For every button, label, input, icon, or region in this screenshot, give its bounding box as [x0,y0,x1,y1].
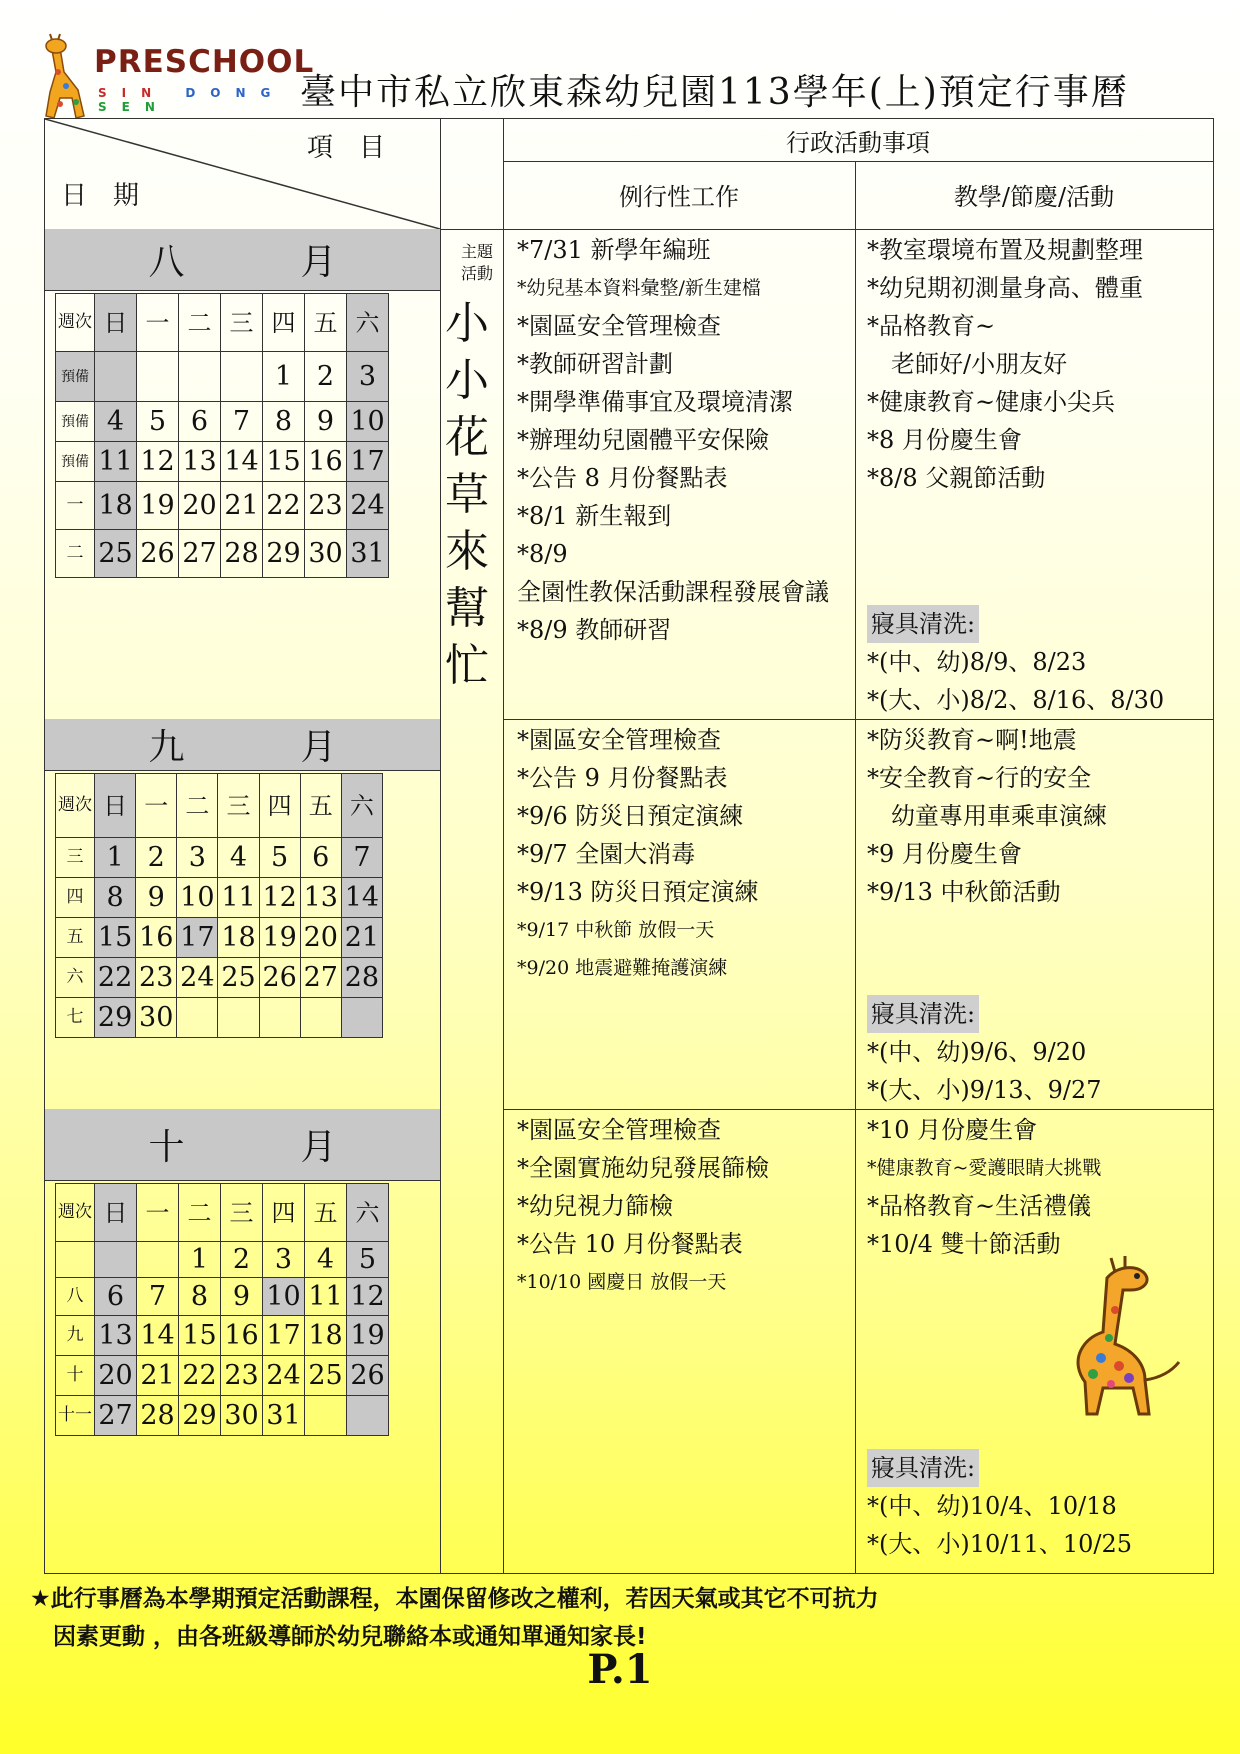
calendar-day: 23 [305,482,347,530]
calendar-day [95,1242,137,1278]
calendar-day: 16 [305,442,347,482]
calendar-day: 28 [341,958,382,998]
calendar-week-row [56,1316,389,1356]
week-number: 預備 [56,352,95,402]
calendar-day: 3 [347,352,389,402]
calendar-day: 25 [218,958,259,998]
week-number [56,1242,95,1278]
calendar-day: 21 [341,918,382,958]
aug-sep-line-right [503,719,1213,720]
routine-item: *8/9 教師研習 [517,616,672,644]
calendar-week-row [56,402,389,442]
calendar-day: 30 [136,998,177,1038]
calendar-day: 2 [136,838,177,878]
divider-theme [440,119,441,1573]
routine-item: *教師研習計劃 [517,350,673,378]
teaching-item: *9/13 中秋節活動 [867,878,1061,906]
weekday-header: 一 [137,294,179,352]
teaching-item: *品格教育~生活禮儀 [867,1192,1092,1220]
note-line-2: 因素更動 ，由各班級導師於幼兒聯絡本或通知單通知家長! [30,1624,647,1650]
calendar-day [347,1396,389,1436]
month-sep-title: 九 月 [45,719,440,771]
weekday-header: 二 [179,294,221,352]
weekday-header: 一 [137,1184,179,1242]
calendar-week-row [56,442,389,482]
header-routine: 例行性工作 [619,183,739,211]
teaching-item: *健康教育~健康小尖兵 [867,388,1116,416]
routine-item: *9/20 地震避難掩護演練 [517,957,728,979]
calendar-day: 17 [347,442,389,482]
routine-item: *9/13 防災日預定演練 [517,878,759,906]
calendar-day: 18 [305,1316,347,1356]
weekday-header: 六 [341,774,382,838]
teaching-item: *健康教育~愛護眼睛大挑戰 [867,1157,1102,1179]
weekday-header: 二 [179,1184,221,1242]
calendar-day [137,352,179,402]
calendar-day: 22 [263,482,305,530]
calendar-day: 17 [263,1316,305,1356]
calendar-day [95,352,137,402]
calendar-day: 14 [221,442,263,482]
calendar-day: 22 [179,1356,221,1396]
calendar-day: 23 [136,958,177,998]
week-number: 三 [56,838,95,878]
routine-item: *辦理幼兒園體平安保險 [517,426,769,454]
calendar-day: 10 [263,1278,305,1316]
routine-item: *9/7 全園大消毒 [517,840,696,868]
calendar-day: 29 [95,998,136,1038]
calendar-day: 11 [218,878,259,918]
routine-item: *9/17 中秋節 放假一天 [517,919,715,941]
oct-routine-list [517,1111,769,1301]
calendar-day: 23 [221,1356,263,1396]
calendar-day [221,352,263,402]
theme-name: 小小花草來幫忙 [445,298,489,691]
calendar-day: 18 [218,918,259,958]
weekday-header: 日 [95,294,137,352]
calendar-day: 11 [305,1278,347,1316]
calendar-day: 9 [136,878,177,918]
calendar-day: 22 [95,958,136,998]
calendar-day: 4 [95,402,137,442]
routine-item: *園區安全管理檢查 [517,312,721,340]
routine-item: *8/9 [517,540,568,568]
calendar-day: 1 [179,1242,221,1278]
weekday-header: 三 [221,1184,263,1242]
calendar-week-row [56,1242,389,1278]
calendar-day: 27 [179,530,221,578]
calendar-day: 12 [347,1278,389,1316]
weekday-header: 六 [347,1184,389,1242]
bedding-wash-date: *(大、小)8/2、8/16、8/30 [867,686,1165,714]
week-number: 九 [56,1316,95,1356]
calendar-day: 14 [137,1316,179,1356]
bedding-wash-label: 寢具清洗: [867,995,979,1033]
calendar-day: 13 [300,878,341,918]
routine-item: *7/31 新學年編班 [517,236,711,264]
weekday-header: 五 [305,294,347,352]
calendar-day: 7 [221,402,263,442]
calendar-day: 9 [221,1278,263,1316]
weekday-header: 三 [218,774,259,838]
calendar-day: 13 [95,1316,137,1356]
calendar-day: 31 [263,1396,305,1436]
weekday-header: 四 [263,1184,305,1242]
calendar-day: 27 [300,958,341,998]
bedding-wash-label: 寢具清洗: [867,1449,979,1487]
week-number: 七 [56,998,95,1038]
calendar-day: 5 [347,1242,389,1278]
calendar-day: 19 [347,1316,389,1356]
disclaimer-note [30,1580,879,1656]
teaching-item: *10/4 雙十節活動 [867,1230,1061,1258]
calendar-day: 26 [259,958,300,998]
calendar-day [341,998,382,1038]
calendar-day: 31 [347,530,389,578]
calendar-day [305,1396,347,1436]
routine-item: *全園實施幼兒發展篩檢 [517,1154,769,1182]
bedding-wash-date: *(大、小)9/13、9/27 [867,1076,1102,1104]
calendar-day: 3 [263,1242,305,1278]
logo-subtitle [98,86,293,114]
sep-bedding-wash [867,995,1102,1109]
calendar-week-row [56,1356,389,1396]
week-number: 預備 [56,442,95,482]
routine-item: *8/1 新生報到 [517,502,672,530]
routine-item: *10/10 國慶日 放假一天 [517,1271,727,1293]
teaching-item: *品格教育~ [867,312,996,340]
calendar-day: 30 [221,1396,263,1436]
sep-routine-list [517,721,759,987]
routine-item: *9/6 防災日預定演練 [517,802,744,830]
routine-item: 全園性教保活動課程發展會議 [517,578,829,606]
header-date: 日 期 [61,181,140,211]
routine-item: *公告 8 月份餐點表 [517,464,728,492]
teaching-item: *10 月份慶生會 [867,1116,1038,1144]
calendar-day: 28 [137,1396,179,1436]
aug-teaching-list [867,231,1143,497]
calendar-day [137,1242,179,1278]
page-title: 臺中市私立欣東森幼兒園113學年(上)預定行事曆 [300,72,1129,113]
bedding-wash-date: *(大、小)10/11、10/25 [867,1530,1133,1558]
calendar-day: 4 [305,1242,347,1278]
week-number: 一 [56,482,95,530]
calendar-day: 16 [221,1316,263,1356]
calendar-day: 16 [136,918,177,958]
calendar-week-row [56,530,389,578]
calendar-oct [55,1183,389,1436]
calendar-day: 1 [95,838,136,878]
calendar-day: 27 [95,1396,137,1436]
routine-item: *公告 10 月份餐點表 [517,1230,743,1258]
calendar-day: 18 [95,482,137,530]
calendar-day: 8 [95,878,136,918]
routine-item: *開學準備事宜及環境清潔 [517,388,793,416]
weekday-header: 四 [263,294,305,352]
giraffe-illustration-icon [1045,1254,1185,1424]
teaching-item: *防災教育~啊!地震 [867,726,1077,754]
calendar-day: 13 [179,442,221,482]
divider-admin [503,119,504,1573]
calendar-day: 19 [137,482,179,530]
calendar-day [259,998,300,1038]
calendar-week-row [56,352,389,402]
routine-item: *園區安全管理檢查 [517,726,721,754]
week-number: 十一 [56,1396,95,1436]
calendar-day: 7 [137,1278,179,1316]
week-column-header: 週次 [56,774,95,838]
week-number: 五 [56,918,95,958]
sep-teaching-list [867,721,1107,911]
calendar-day: 17 [177,918,218,958]
calendar-day: 12 [259,878,300,918]
logo-wordmark: PRESCHOOL [94,44,315,80]
calendar-week-row [56,878,383,918]
month-oct-title: 十 月 [45,1109,440,1181]
calendar-day: 7 [341,838,382,878]
calendar-day: 8 [179,1278,221,1316]
calendar-day: 4 [218,838,259,878]
calendar-day: 2 [305,352,347,402]
teaching-item: 幼童專用車乘車演練 [867,802,1107,830]
calendar-day: 15 [263,442,305,482]
calendar-day: 5 [259,838,300,878]
calendar-day: 29 [263,530,305,578]
calendar-day: 21 [221,482,263,530]
calendar-frame [44,118,1214,1574]
header-item: 項 目 [307,133,386,163]
week-number: 八 [56,1278,95,1316]
calendar-week-row [56,958,383,998]
calendar-day: 29 [179,1396,221,1436]
preschool-logo [38,32,315,124]
bedding-wash-date: *(中、幼)10/4、10/18 [867,1492,1117,1520]
logo-sub-3: SEN [98,100,170,114]
logo-sub-1: SIN [98,86,167,100]
bedding-wash-date: *(中、幼)8/9、8/23 [867,648,1087,676]
calendar-day: 15 [179,1316,221,1356]
weekday-header: 日 [95,774,136,838]
calendar-week-row [56,838,383,878]
calendar-day: 14 [341,878,382,918]
calendar-sep [55,773,383,1038]
teaching-item: 老師好/小朋友好 [867,350,1068,378]
calendar-day: 10 [177,878,218,918]
calendar-day: 25 [305,1356,347,1396]
calendar-day [218,998,259,1038]
calendar-day: 24 [263,1356,305,1396]
oct-teaching-list [867,1111,1101,1263]
routine-item: *幼兒視力篩檢 [517,1192,673,1220]
calendar-day: 26 [347,1356,389,1396]
weekday-header: 六 [347,294,389,352]
week-number: 六 [56,958,95,998]
teaching-item: *8 月份慶生會 [867,426,1022,454]
week-number: 十 [56,1356,95,1396]
calendar-day: 9 [305,402,347,442]
calendar-day: 3 [177,838,218,878]
weekday-header: 三 [221,294,263,352]
week-number: 四 [56,878,95,918]
header-theme-label: 主題活動 [460,242,493,283]
weekday-header: 五 [305,1184,347,1242]
weekday-header: 五 [300,774,341,838]
week-number: 二 [56,530,95,578]
aug-routine-list [517,231,829,649]
calendar-day: 19 [259,918,300,958]
teaching-item: *8/8 父親節活動 [867,464,1046,492]
calendar-day: 20 [179,482,221,530]
calendar-day [179,352,221,402]
calendar-day: 1 [263,352,305,402]
calendar-day: 24 [347,482,389,530]
bedding-wash-label: 寢具清洗: [867,605,979,643]
calendar-day: 28 [221,530,263,578]
calendar-day: 6 [179,402,221,442]
calendar-day: 2 [221,1242,263,1278]
calendar-day: 20 [300,918,341,958]
weekday-header: 一 [136,774,177,838]
calendar-day: 26 [137,530,179,578]
routine-item: *幼兒基本資料彙整/新生建檔 [517,277,761,299]
calendar-day: 6 [95,1278,137,1316]
week-number: 預備 [56,402,95,442]
calendar-day: 25 [95,530,137,578]
routine-item: *公告 9 月份餐點表 [517,764,728,792]
calendar-aug [55,293,389,578]
logo-sub-2: DONG [185,86,286,100]
calendar-day: 12 [137,442,179,482]
teaching-item: *教室環境布置及規劃整理 [867,236,1143,264]
calendar-week-row [56,482,389,530]
calendar-week-row [56,998,383,1038]
note-line-1: ★此行事曆為本學期預定活動課程，本園保留修改之權利，若因天氣或其它不可抗力 [30,1586,879,1612]
calendar-week-row [56,1278,389,1316]
routine-item: *園區安全管理檢查 [517,1116,721,1144]
giraffe-logo-icon [38,32,98,124]
weekday-header: 二 [177,774,218,838]
calendar-day [300,998,341,1038]
calendar-day: 20 [95,1356,137,1396]
calendar-day: 10 [347,402,389,442]
calendar-week-row [56,1396,389,1436]
week-column-header: 週次 [56,294,95,352]
weekday-header: 日 [95,1184,137,1242]
calendar-day: 24 [177,958,218,998]
week-column-header: 週次 [56,1184,95,1242]
calendar-day: 30 [305,530,347,578]
weekday-header: 四 [259,774,300,838]
divider-teaching [855,161,856,1573]
sep-oct-line-right [503,1109,1213,1110]
calendar-day: 11 [95,442,137,482]
header-admin: 行政活動事項 [786,129,930,157]
oct-bedding-wash [867,1449,1132,1563]
page-number: P.1 [587,1646,653,1693]
teaching-item: *9 月份慶生會 [867,840,1022,868]
aug-bedding-wash [867,605,1164,719]
calendar-day [177,998,218,1038]
admin-header-line [503,161,1213,162]
calendar-day: 15 [95,918,136,958]
calendar-day: 21 [137,1356,179,1396]
calendar-week-row [56,918,383,958]
header-teaching: 教學/節慶/活動 [953,183,1115,211]
calendar-day: 6 [300,838,341,878]
calendar-day: 8 [263,402,305,442]
teaching-item: *安全教育~行的安全 [867,764,1092,792]
month-aug-title: 八 月 [45,229,440,291]
bedding-wash-date: *(中、幼)9/6、9/20 [867,1038,1087,1066]
calendar-day: 5 [137,402,179,442]
teaching-item: *幼兒期初測量身高、體重 [867,274,1143,302]
